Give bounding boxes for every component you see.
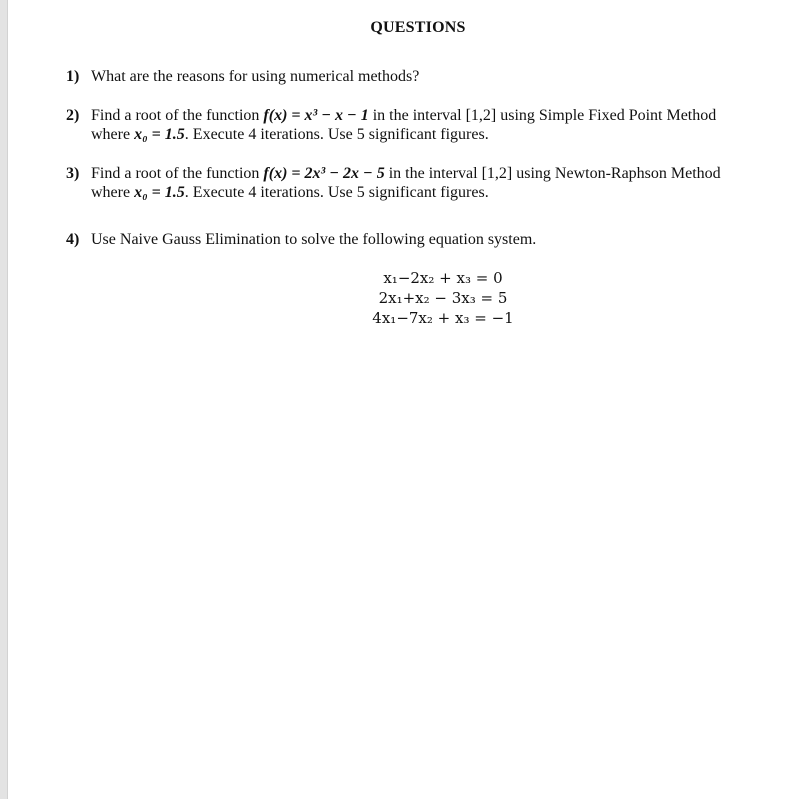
function-expression: f(x) = x³ − x − 1 (263, 107, 369, 124)
question-3 (66, 164, 776, 202)
question-text-pre: Find a root of the function (91, 165, 264, 182)
document-page (8, 0, 801, 799)
question-text-where: where (91, 126, 135, 143)
question-text-post: . Execute 4 iterations. Use 5 significant figures. (184, 126, 489, 143)
page-left-edge (0, 0, 8, 799)
question-text-pre: Find a root of the function (91, 107, 264, 124)
function-expression: f(x) = 2x³ − 2x − 5 (263, 165, 385, 182)
initial-guess: x₀ = 1.5 (134, 184, 185, 201)
page-title: QUESTIONS (370, 19, 466, 36)
question-4 (66, 230, 776, 249)
question-number: 2) (66, 107, 80, 124)
question-text: Use Naive Gauss Elimination to solve the following equation system. (91, 231, 537, 248)
question-number: 4) (66, 231, 80, 248)
equation-2: 2x₁+x₂ − 3x₃ = 5 (378, 289, 508, 307)
question-text-where: where (91, 184, 135, 201)
question-1 (66, 67, 776, 86)
initial-guess: x₀ = 1.5 (134, 126, 185, 143)
question-number: 3) (66, 165, 80, 182)
question-2 (66, 106, 776, 144)
question-text (91, 106, 776, 144)
question-text (91, 164, 776, 202)
equation-system (308, 268, 578, 328)
equation-1: x₁−2x₂ + x₃ = 0 (383, 269, 503, 287)
question-text-post: . Execute 4 iterations. Use 5 significant figures. (184, 184, 489, 201)
question-text: What are the reasons for using numerical methods? (91, 68, 420, 85)
question-text-mid: in the interval [1,2] using Newton-Raphson Method (384, 165, 721, 182)
question-number: 1) (66, 68, 80, 85)
question-text-mid: in the interval [1,2] using Simple Fixed Point Method (368, 107, 717, 124)
equation-3: 4x₁−7x₂ + x₃ = −1 (372, 309, 514, 327)
